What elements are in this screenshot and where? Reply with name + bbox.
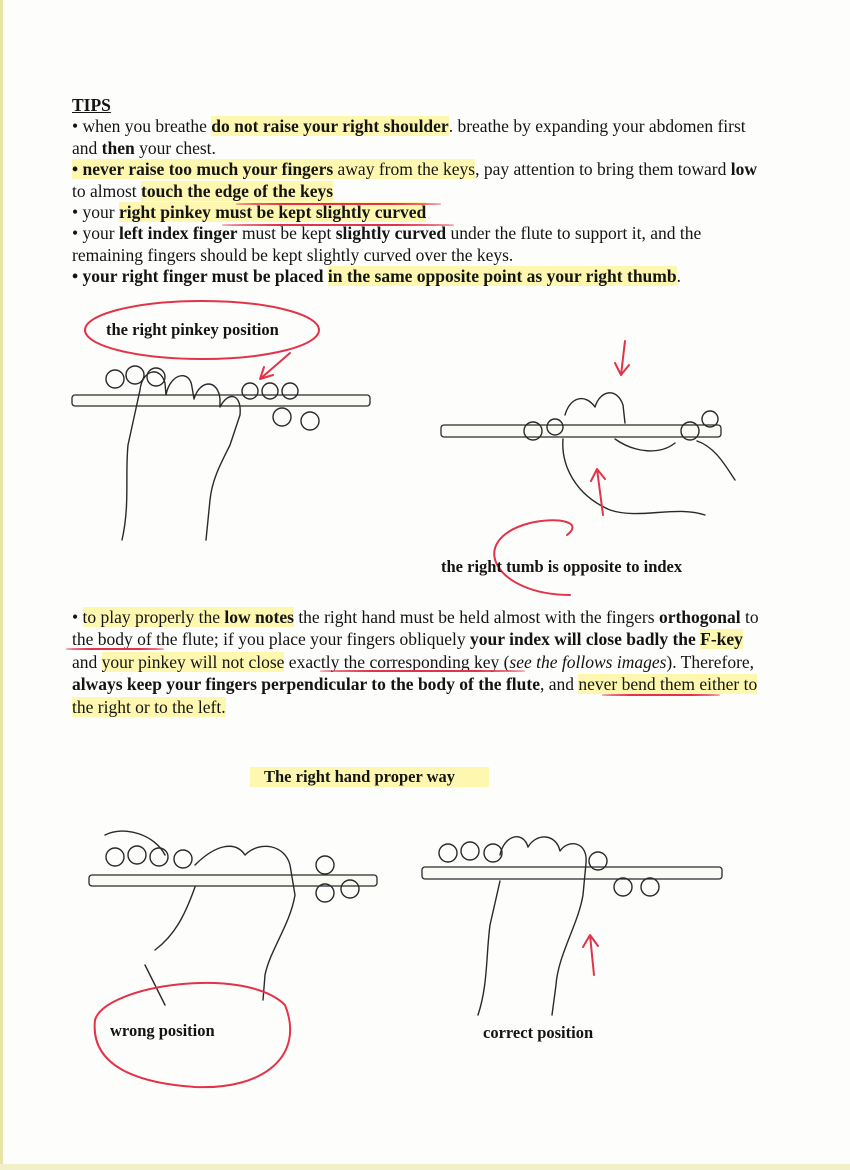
wrong-position-caption: wrong position bbox=[110, 1021, 215, 1040]
paragraph-text: your pinkey will not close bbox=[101, 651, 285, 672]
paragraph-text: exactly the corresponding key ( bbox=[284, 651, 510, 672]
paragraph-text: to play properly the bbox=[82, 607, 225, 627]
thumb-label-part: opposite to index bbox=[558, 557, 683, 576]
bullet: • bbox=[72, 607, 83, 627]
tip-text: to almost bbox=[72, 180, 142, 201]
paragraph-text: ). Therefore, bbox=[666, 651, 755, 672]
tip-emphasis: slightly curved bbox=[335, 223, 447, 244]
tip-emphasis: low bbox=[730, 159, 757, 180]
tip-right-finger bbox=[72, 266, 772, 287]
paragraph-text: to the body of the flute; if you place your fingers obliquely bbox=[72, 607, 759, 650]
low-notes-paragraph bbox=[72, 606, 772, 718]
tip-text: . breathe by expanding your abdomen first and bbox=[72, 116, 746, 158]
page-bottom-edge bbox=[0, 1164, 850, 1170]
figure-wrong-position bbox=[85, 825, 385, 1095]
paragraph-text: and bbox=[72, 651, 102, 672]
thumb-label-part: the bbox=[441, 557, 468, 576]
tip-text: your chest. bbox=[134, 137, 216, 158]
figure-thumb-opposite-index bbox=[435, 335, 745, 595]
flute-body bbox=[441, 425, 721, 437]
annotation-arrow bbox=[260, 353, 290, 379]
paragraph-emphasis: F-key bbox=[700, 629, 743, 650]
thumb-label-part: right tumb is bbox=[467, 557, 559, 576]
bullet: • bbox=[72, 116, 83, 137]
hand-drawing bbox=[105, 831, 295, 1005]
hand-drawing bbox=[478, 837, 586, 1015]
paragraph-text: never bend them either to the right or to the left. bbox=[72, 674, 758, 717]
tip-emphasis: right pinkey must be kept slightly curved bbox=[118, 202, 427, 223]
annotation-underline bbox=[320, 670, 525, 672]
tip-text: under the flute to support it, and the remaining fingers should be kept slightly curved over the keys. bbox=[72, 223, 702, 265]
tip-fingers-height bbox=[72, 159, 772, 202]
tip-text: away from the keys bbox=[333, 159, 476, 180]
tip-emphasis: left index finger bbox=[118, 223, 238, 244]
annotation-underline bbox=[222, 224, 454, 226]
tips-block bbox=[72, 95, 772, 288]
page-edge bbox=[0, 0, 3, 1170]
tips-title: TIPS bbox=[72, 95, 111, 115]
pinkey-position-label: the right pinkey position bbox=[106, 320, 279, 339]
tip-breathing bbox=[72, 116, 772, 159]
annotation-arrow bbox=[615, 341, 629, 375]
bullet: • bbox=[72, 223, 83, 244]
annotation-arrow bbox=[583, 935, 598, 975]
tip-emphasis: then bbox=[101, 137, 135, 158]
flute-body bbox=[422, 867, 722, 879]
bullet: • bbox=[72, 266, 83, 287]
annotation-arrow bbox=[591, 469, 605, 515]
bullet: • bbox=[72, 202, 83, 223]
tip-text: when you breathe bbox=[82, 116, 212, 137]
paragraph-text: the right hand must be held almost with the fingers bbox=[293, 607, 659, 627]
paragraph-italic: see the follows images bbox=[509, 651, 667, 672]
tip-pinkey bbox=[72, 202, 772, 223]
tip-emphasis: in the same opposite point as your right thumb bbox=[327, 266, 677, 287]
annotation-underline bbox=[66, 648, 164, 650]
bullet: • bbox=[72, 159, 83, 180]
tip-emphasis: never raise too much your fingers bbox=[82, 159, 334, 180]
paragraph-text: , and bbox=[539, 674, 579, 695]
tip-text: must be kept bbox=[237, 223, 336, 244]
tip-left-index bbox=[72, 223, 772, 266]
tip-text: , pay attention to bring them toward bbox=[475, 159, 731, 180]
annotation-underline bbox=[236, 203, 441, 205]
tip-emphasis: touch the edge of the keys bbox=[141, 180, 334, 201]
flute-keys bbox=[106, 846, 359, 902]
paragraph-emphasis: low notes bbox=[224, 607, 294, 627]
paragraph-emphasis: orthogonal bbox=[658, 607, 741, 627]
tip-emphasis: your right finger must be placed bbox=[82, 266, 328, 287]
thumb-opposite-label bbox=[441, 557, 682, 577]
flute-body bbox=[89, 875, 377, 886]
tip-text: your bbox=[82, 223, 119, 244]
figure-correct-position bbox=[418, 825, 728, 1025]
paragraph-emphasis: your index will close badly the bbox=[470, 629, 701, 650]
section-heading: The right hand proper way bbox=[250, 767, 489, 787]
tip-text: . bbox=[676, 266, 681, 287]
correct-position-caption: correct position bbox=[483, 1023, 594, 1042]
paragraph-emphasis: always keep your fingers perpendicular to the body of the flute bbox=[72, 674, 540, 695]
tip-emphasis: do not raise your right shoulder bbox=[211, 116, 449, 137]
tip-text: your bbox=[82, 202, 119, 223]
annotation-underline bbox=[602, 694, 720, 696]
